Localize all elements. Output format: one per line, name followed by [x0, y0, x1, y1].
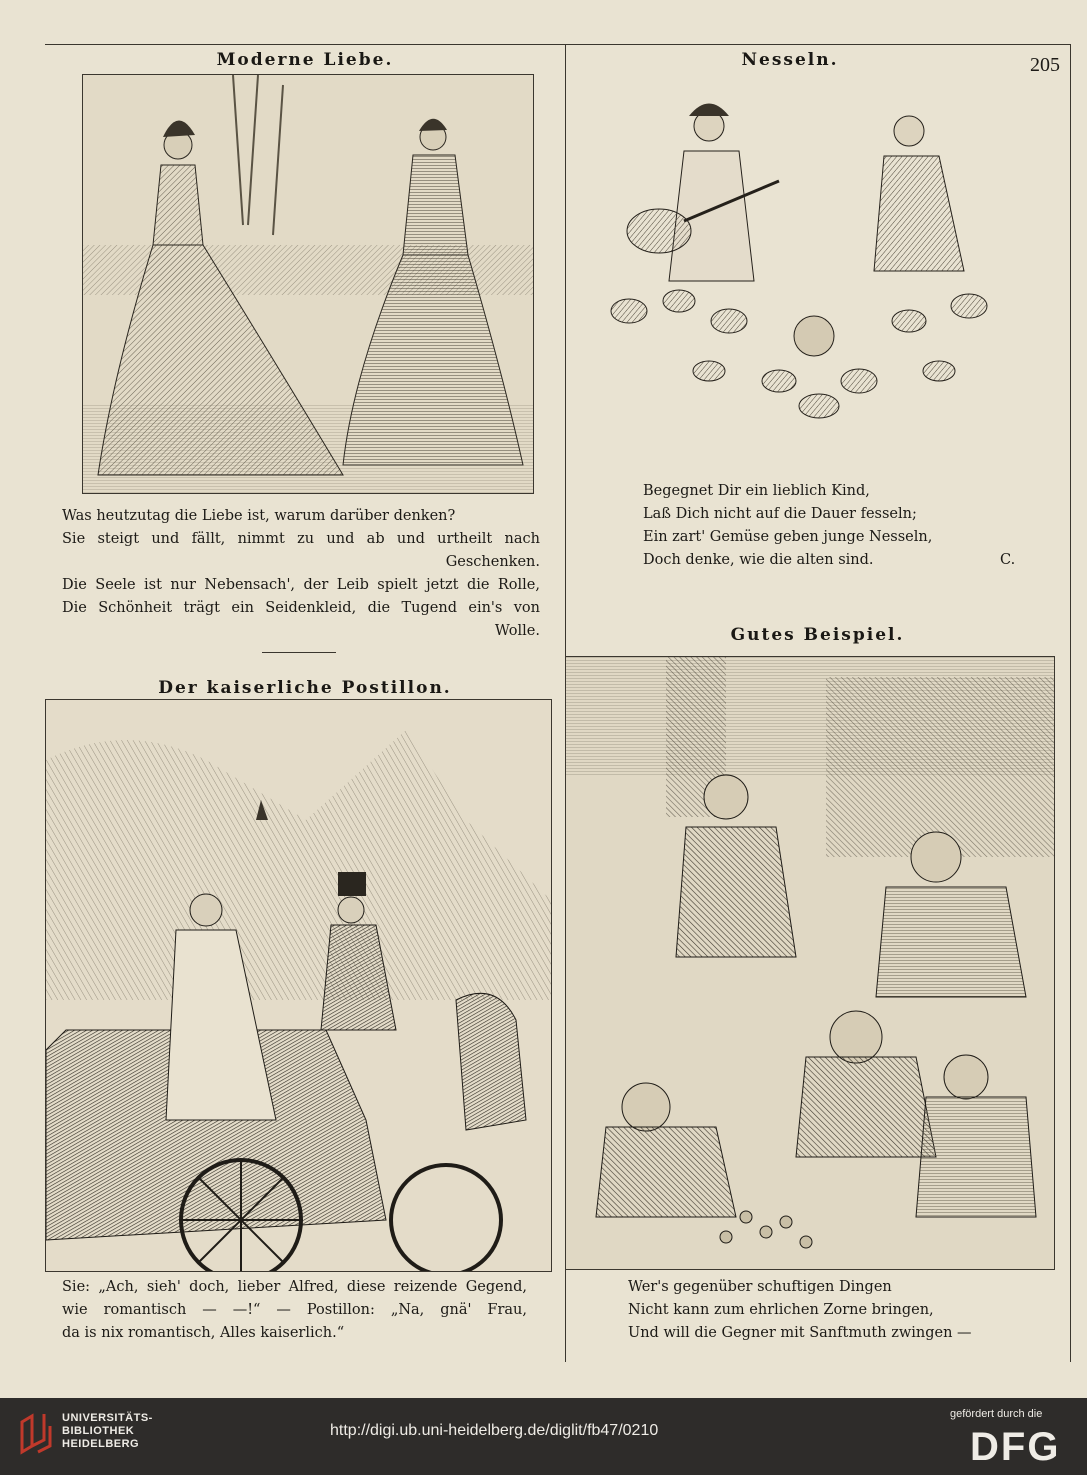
library-name-line: HEIDELBERG — [62, 1438, 140, 1450]
illustration-carriage — [45, 699, 552, 1272]
verse-line: Wer's gegenüber schuftigen Dingen — [628, 1279, 892, 1295]
verse-line: Doch denke, wie die alten sind. — [643, 552, 874, 568]
verse-line: Ein zart' Gemüse geben junge Nesseln, — [643, 529, 933, 545]
caption-line: Sie: „Ach, sieh' doch, lieber Alfred, diese reizende Gegend, — [62, 1279, 527, 1295]
digitization-footer — [0, 1398, 1087, 1475]
verse-line: Wolle. — [494, 623, 540, 639]
heidelberg-library-logo-icon — [18, 1412, 54, 1456]
verse-line: Die Seele ist nur Nebensach', der Leib spielt jetzt die Rolle, — [62, 577, 540, 593]
verse-line: Geschenken. — [445, 554, 540, 570]
dfg-logo-icon — [968, 1426, 1072, 1464]
verse-line: Nicht kann zum ehrlichen Zorne bringen, — [628, 1302, 934, 1318]
heading-moderne-liebe: Moderne Liebe. — [216, 50, 394, 70]
permalink-url[interactable]: http://digi.ub.uni-heidelberg.de/diglit/fb47/0210 — [330, 1422, 659, 1439]
page-number: 205 — [1030, 54, 1060, 76]
verse-line: Laß Dich nicht auf die Dauer fesseln; — [643, 506, 917, 522]
funded-by-label: gefördert durch die — [950, 1408, 1043, 1420]
library-name-line: BIBLIOTHEK — [62, 1425, 135, 1437]
caption-postillon — [62, 1276, 527, 1345]
illustration-two-ladies — [82, 74, 534, 494]
verse-line: Sie steigt und fällt, nimmt zu und ab und urtheilt nach — [62, 531, 540, 547]
verse-moderne-liebe — [62, 505, 540, 643]
heading-gutes-beispiel: Gutes Beispiel. — [730, 625, 905, 645]
library-name-line: UNIVERSITÄTS- — [62, 1412, 153, 1424]
verse-line: Was heutzutag die Liebe ist, warum darüber denken? — [62, 508, 456, 524]
verse-line: Die Schönheit trägt ein Seidenkleid, die Tugend ein's von — [62, 600, 540, 616]
illustration-brawl — [565, 656, 1055, 1270]
section-separator — [262, 652, 336, 653]
heading-nesseln: Nesseln. — [741, 50, 839, 70]
caption-line: wie romantisch — —!“ — Postillon: „Na, gnä' Frau, — [62, 1302, 527, 1318]
illustration-nettles — [588, 80, 1022, 432]
svg-text:DFG: DFG — [970, 1426, 1061, 1464]
verse-line: Begegnet Dir ein lieblich Kind, — [643, 483, 870, 499]
verse-gutes-beispiel — [628, 1276, 1028, 1345]
verse-line: Und will die Gegner mit Sanftmuth zwingen — — [628, 1325, 972, 1341]
signature-nesseln: C. — [1000, 552, 1016, 568]
right-border — [1070, 44, 1071, 1362]
caption-line: da is nix romantisch, Alles kaiserlich.“ — [62, 1325, 345, 1341]
heading-postillon: Der kaiserliche Postillon. — [158, 678, 452, 698]
verse-nesseln — [643, 480, 1023, 572]
top-rule — [45, 44, 1070, 45]
library-name — [62, 1412, 153, 1451]
